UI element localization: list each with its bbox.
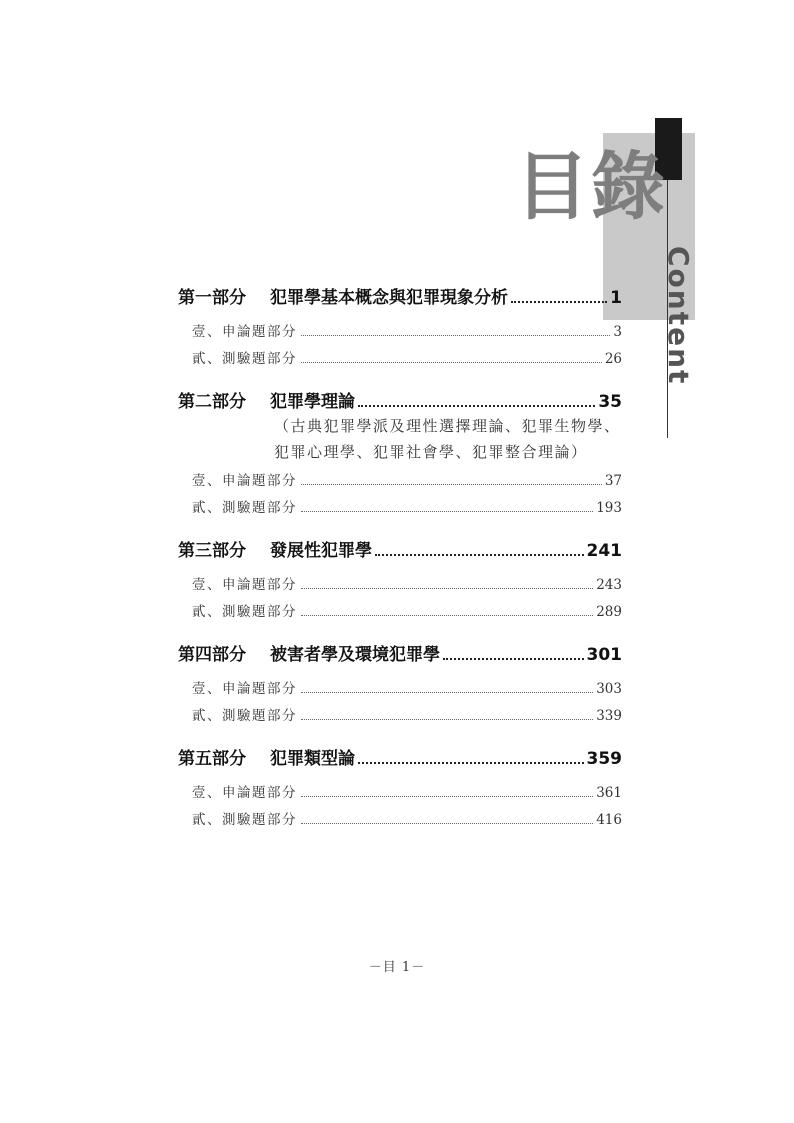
dot-leader (301, 362, 602, 363)
dot-leader (301, 823, 593, 824)
dot-leader (301, 484, 602, 485)
part-number: 第五部分 (178, 749, 246, 769)
toc-part-1[interactable] (178, 283, 622, 309)
item-page: 3 (613, 324, 622, 340)
dot-leader (301, 511, 593, 512)
item-page: 303 (596, 681, 622, 697)
toc-part-2[interactable] (178, 387, 622, 413)
toc-part-3[interactable] (178, 536, 622, 562)
toc-part-4[interactable] (178, 640, 622, 666)
page-footer: －目 1－ (368, 960, 426, 975)
item-label: 貳、測驗題部分 (192, 351, 297, 367)
toc-item[interactable] (178, 320, 622, 347)
dot-leader (301, 796, 593, 797)
part-note: （古典犯罪學派及理性選擇理論、犯罪生物學、犯罪心理學、犯罪社會學、犯罪整合理論） (274, 417, 621, 461)
part-page: 35 (598, 392, 622, 412)
table-of-contents (178, 283, 622, 835)
toc-item[interactable] (178, 600, 622, 627)
toc-item[interactable] (178, 573, 622, 600)
toc-item[interactable] (178, 677, 622, 704)
part-title: 犯罪學基本概念與犯罪現象分析 (270, 288, 508, 308)
item-page: 339 (596, 708, 622, 724)
item-label: 壹、申論題部分 (192, 324, 297, 340)
dot-leader (301, 335, 610, 336)
item-page: 416 (596, 812, 622, 828)
toc-item[interactable] (178, 781, 622, 808)
part-title: 犯罪類型論 (270, 749, 355, 769)
dot-leader (375, 554, 584, 556)
item-page: 289 (596, 604, 622, 620)
part-number: 第二部分 (178, 392, 246, 412)
item-label: 壹、申論題部分 (192, 577, 297, 593)
part-page: 241 (586, 541, 622, 561)
item-label: 壹、申論題部分 (192, 681, 297, 697)
part-page: 1 (610, 288, 622, 308)
toc-part-5[interactable] (178, 744, 622, 770)
toc-item[interactable] (178, 469, 622, 496)
toc-item[interactable] (178, 808, 622, 835)
part-title: 犯罪學理論 (270, 392, 355, 412)
part-title: 發展性犯罪學 (270, 541, 372, 561)
dot-leader (301, 588, 593, 589)
dot-leader (301, 719, 593, 720)
dot-leader (358, 762, 584, 764)
item-label: 貳、測驗題部分 (192, 708, 297, 724)
part-number: 第四部分 (178, 645, 246, 665)
part-number: 第一部分 (178, 288, 246, 308)
page-title: 目錄 (515, 144, 667, 230)
item-label: 壹、申論題部分 (192, 473, 297, 489)
part-page: 359 (586, 749, 622, 769)
item-page: 361 (596, 785, 622, 801)
item-label: 壹、申論題部分 (192, 785, 297, 801)
item-label: 貳、測驗題部分 (192, 604, 297, 620)
toc-item[interactable] (178, 496, 622, 523)
part-page: 301 (586, 645, 622, 665)
item-label: 貳、測驗題部分 (192, 500, 297, 516)
dot-leader (511, 301, 607, 303)
toc-item[interactable] (178, 347, 622, 374)
part-title: 被害者學及環境犯罪學 (270, 645, 440, 665)
dot-leader (443, 658, 584, 660)
item-page: 193 (596, 500, 622, 516)
dot-leader (358, 405, 595, 407)
toc-item[interactable] (178, 704, 622, 731)
page-subtitle: Content (662, 246, 695, 386)
item-label: 貳、測驗題部分 (192, 812, 297, 828)
dot-leader (301, 692, 593, 693)
dot-leader (301, 615, 593, 616)
item-page: 243 (596, 577, 622, 593)
item-page: 37 (604, 473, 622, 489)
item-page: 26 (604, 351, 622, 367)
part-number: 第三部分 (178, 541, 246, 561)
